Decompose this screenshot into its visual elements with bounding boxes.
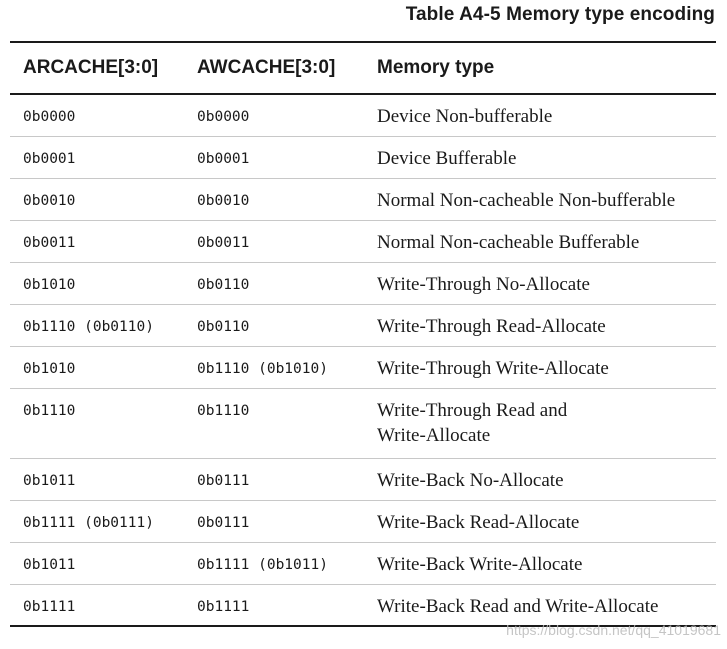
cell-arcache: 0b1110 (23, 402, 76, 419)
header-arcache: ARCACHE[3:0] (23, 57, 159, 78)
cell-memory-type: Write-Through Write-Allocate (377, 357, 609, 379)
table-row (10, 262, 716, 304)
cell-awcache: 0b0000 (197, 109, 250, 125)
cell-memory-type: Write-Back No-Allocate (377, 469, 564, 491)
cell-memory-type: Write-Back Read and Write-Allocate (377, 595, 659, 617)
cell-memory-type: Normal Non-cacheable Bufferable (377, 231, 640, 253)
cell-arcache: 0b0010 (23, 192, 76, 209)
table-row (10, 136, 716, 178)
cell-arcache: 0b1010 (23, 276, 76, 293)
cell-memory-type: Write-Through Read-Allocate (377, 315, 606, 337)
table-row (10, 388, 716, 458)
cell-memory-type: Device Non-bufferable (377, 106, 553, 127)
table-row (10, 304, 716, 346)
table-row (10, 584, 716, 626)
cell-arcache: 0b1010 (23, 360, 76, 377)
cell-arcache: 0b1111 (0b0111) (23, 514, 154, 531)
cell-memory-type: Device Bufferable (377, 147, 517, 169)
memory-type-encoding-table (10, 41, 716, 627)
cell-memory-type: Write-Back Write-Allocate (377, 553, 583, 575)
table-caption: Table A4-5 Memory type encoding (405, 4, 715, 25)
table-row (10, 178, 716, 220)
table-row (10, 458, 716, 500)
cell-arcache: 0b1011 (23, 472, 76, 489)
cell-awcache: 0b0110 (197, 276, 250, 293)
cell-arcache: 0b1011 (23, 556, 76, 573)
cell-awcache: 0b1110 (197, 402, 250, 419)
cell-memory-type: Write-Through Read and Write-Allocate (377, 399, 568, 446)
cell-awcache: 0b0111 (197, 514, 250, 531)
table-row (10, 220, 716, 262)
header-awcache: AWCACHE[3:0] (197, 57, 336, 78)
header-memory-type: Memory type (377, 57, 495, 78)
cell-arcache: 0b0000 (23, 109, 76, 125)
watermark-url: https://blog.csdn.net/qq_41019681 (506, 622, 721, 638)
cell-memory-type: Write-Back Read-Allocate (377, 511, 580, 533)
cell-arcache: 0b0011 (23, 234, 76, 251)
cell-awcache: 0b0011 (197, 234, 250, 251)
table-row (10, 346, 716, 388)
cell-awcache: 0b0010 (197, 192, 250, 209)
cell-awcache: 0b0111 (197, 472, 250, 489)
cell-arcache: 0b1110 (0b0110) (23, 318, 154, 335)
cell-awcache: 0b1111 (197, 598, 250, 615)
cell-awcache: 0b0110 (197, 318, 250, 335)
table-row (10, 94, 716, 136)
cell-arcache: 0b0001 (23, 150, 76, 167)
cell-awcache: 0b1110 (0b1010) (197, 360, 328, 377)
cell-memory-type: Write-Through No-Allocate (377, 273, 590, 295)
cell-arcache: 0b1111 (23, 598, 76, 615)
table-row (10, 500, 716, 542)
cell-memory-type: Normal Non-cacheable Non-bufferable (377, 189, 676, 211)
table-header-row (10, 42, 716, 94)
cell-awcache: 0b0001 (197, 150, 250, 167)
cell-awcache: 0b1111 (0b1011) (197, 556, 328, 573)
table-row (10, 542, 716, 584)
